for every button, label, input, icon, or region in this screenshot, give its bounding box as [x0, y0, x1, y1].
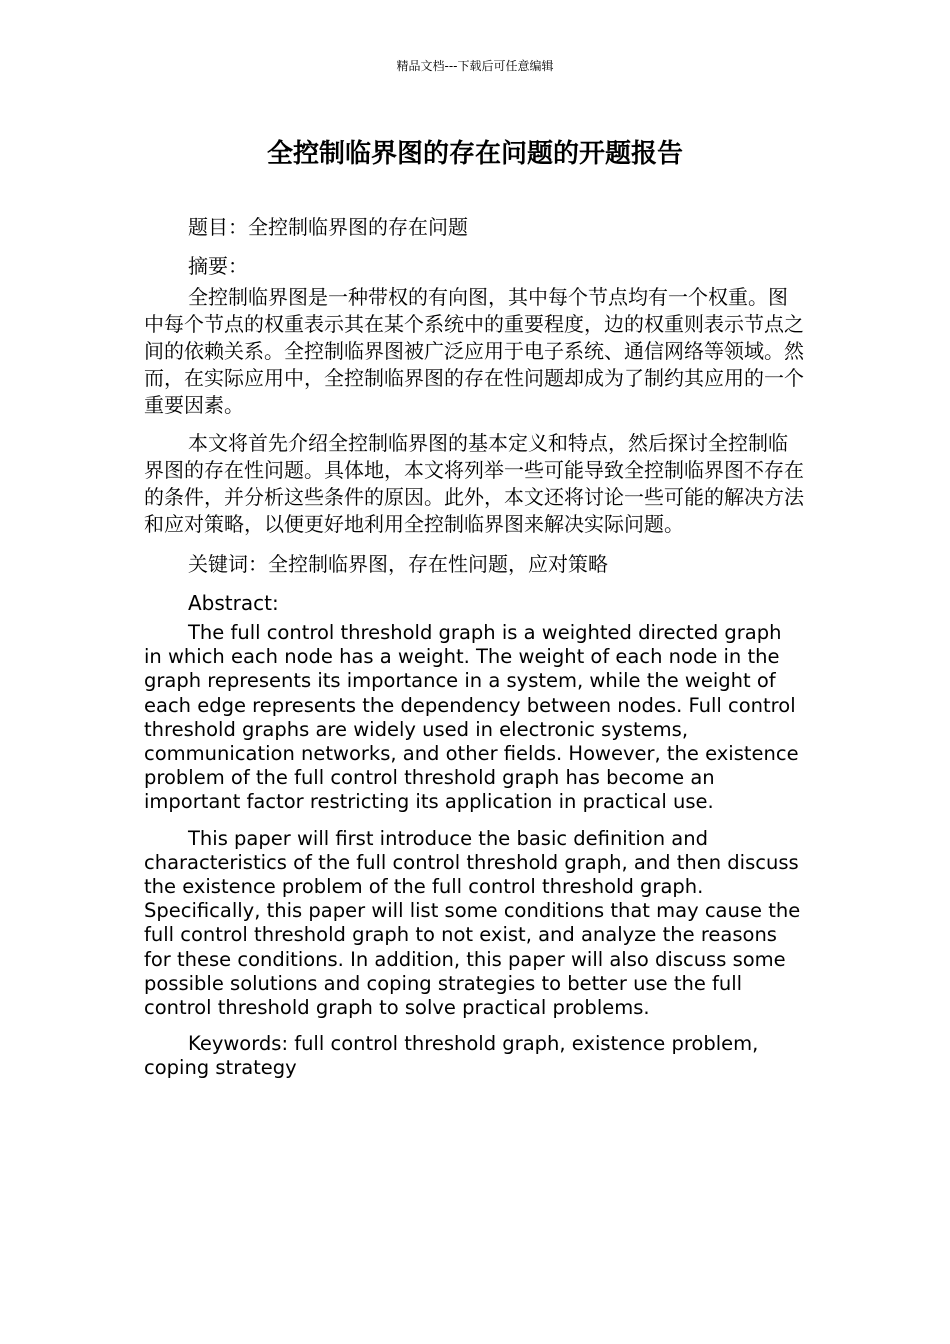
abstract-paragraph-en-1: The full control threshold graph is a weighted directed graph in which each node has a weight. The weight of each node in the graph represents its importance in a system, while the weight of each edge represents the dependency between nodes. Full control threshold graphs are widely used in electronic systems, communication networks, and other fields. However, the existence problem of the full control threshold graph has become an important factor restricting its application in practical use.: [144, 621, 799, 814]
document-title: 全控制临界图的存在问题的开题报告: [266, 139, 683, 169]
abstract-paragraph-en-2: This paper will first introduce the basic definition and characteristics of the full control threshold graph, and then discuss the existence problem of the full control threshold graph. Specifically, this paper will list some conditions that may cause the full control threshold graph to not exist, and analyze the reasons for these conditions. In addition, this paper will also discuss some possible solutions and coping strategies to better use the full control threshold graph to solve practical problems.: [144, 826, 801, 1020]
document-body: [144, 212, 804, 1093]
abstract-heading-cn: 摘要：: [188, 254, 248, 278]
keywords-cn: 关键词：全控制临界图，存在性问题，应对策略: [188, 552, 608, 576]
keywords-en: Keywords: full control threshold graph, existence problem, coping strategy: [144, 1032, 759, 1080]
page-header-watermark: 精品文档---下载后可任意编辑: [396, 59, 554, 73]
abstract-paragraph-cn-1: 全控制临界图是一种带权的有向图，其中每个节点均有一个权重。图中每个节点的权重表示其在某个系统中的重要程度，边的权重则表示节点之间的依赖关系。全控制临界图被广泛应用于电子系统、通信网络等领域。然而，在实际应用中，全控制临界图的存在性问题却成为了制约其应用的一个重要因素。: [144, 285, 804, 417]
topic-line: 题目：全控制临界图的存在问题: [188, 215, 468, 239]
abstract-paragraph-cn-2: 本文将首先介绍全控制临界图的基本定义和特点，然后探讨全控制临界图的存在性问题。具体地，本文将列举一些可能导致全控制临界图不存在的条件，并分析这些条件的原因。此外，本文还将讨论一些可能的解决方法和应对策略，以便更好地利用全控制临界图来解决实际问题。: [144, 431, 804, 536]
abstract-heading-en: Abstract:: [188, 591, 279, 615]
